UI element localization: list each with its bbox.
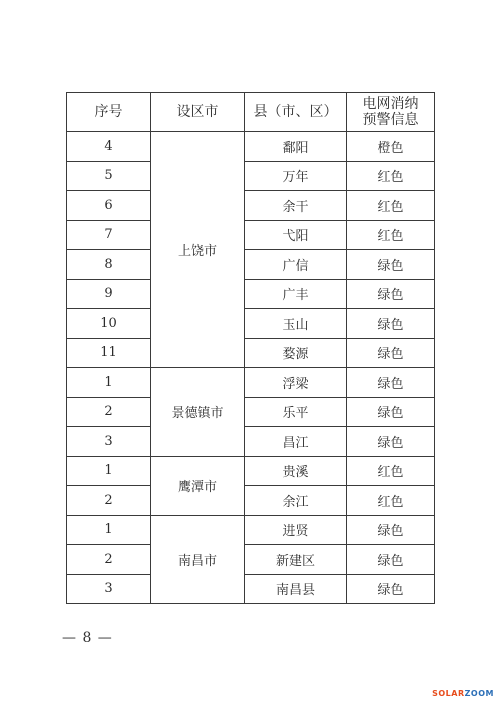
cell-city: 景德镇市: [151, 368, 245, 457]
table-row: [67, 427, 435, 457]
header-warning-line1: 电网消纳: [362, 96, 419, 112]
cell-county: 广信: [245, 250, 347, 280]
table-row: [67, 279, 435, 309]
cell-county: 余干: [245, 191, 347, 221]
cell-warning: 绿色: [347, 427, 435, 457]
header-warning: [347, 93, 435, 132]
cell-county: 玉山: [245, 309, 347, 339]
table-row: [67, 545, 435, 575]
cell-warning: 橙色: [347, 132, 435, 162]
table-row: [67, 368, 435, 398]
cell-index: 2: [67, 545, 151, 575]
cell-index: 1: [67, 368, 151, 398]
cell-warning: 红色: [347, 161, 435, 191]
table-row: [67, 161, 435, 191]
table-row: [67, 574, 435, 604]
cell-index: 11: [67, 338, 151, 368]
cell-city: 南昌市: [151, 515, 245, 604]
cell-warning: 绿色: [347, 515, 435, 545]
cell-index: 10: [67, 309, 151, 339]
table-header: [67, 93, 435, 132]
table-row: [67, 309, 435, 339]
cell-index: 7: [67, 220, 151, 250]
cell-county: 万年: [245, 161, 347, 191]
header-county: 县（市、区）: [245, 93, 347, 132]
table-row: [67, 515, 435, 545]
watermark-part1: SOLAR: [432, 689, 465, 698]
cell-warning: 绿色: [347, 250, 435, 280]
cell-city: 鹰潭市: [151, 456, 245, 515]
cell-index: 4: [67, 132, 151, 162]
table-row: [67, 250, 435, 280]
cell-county: 浮梁: [245, 368, 347, 398]
cell-county: 进贤: [245, 515, 347, 545]
cell-index: 2: [67, 397, 151, 427]
header-city: 设区市: [151, 93, 245, 132]
cell-warning: 绿色: [347, 279, 435, 309]
cell-county: 贵溪: [245, 456, 347, 486]
cell-county: 弋阳: [245, 220, 347, 250]
watermark-part2: ZOOM: [464, 689, 494, 698]
cell-index: 6: [67, 191, 151, 221]
table-body: [67, 132, 435, 604]
table-row: [67, 132, 435, 162]
cell-warning: 绿色: [347, 368, 435, 398]
cell-index: 3: [67, 427, 151, 457]
cell-county: 乐平: [245, 397, 347, 427]
cell-warning: 绿色: [347, 574, 435, 604]
cell-index: 1: [67, 456, 151, 486]
header-index: 序号: [67, 93, 151, 132]
cell-county: 新建区: [245, 545, 347, 575]
cell-warning: 红色: [347, 220, 435, 250]
cell-index: 9: [67, 279, 151, 309]
table-row: [67, 456, 435, 486]
cell-warning: 绿色: [347, 309, 435, 339]
cell-warning: 红色: [347, 456, 435, 486]
cell-county: 鄱阳: [245, 132, 347, 162]
cell-index: 2: [67, 486, 151, 516]
cell-county: 广丰: [245, 279, 347, 309]
cell-warning: 红色: [347, 191, 435, 221]
table-row: [67, 191, 435, 221]
cell-county: 昌江: [245, 427, 347, 457]
header-row: [67, 93, 435, 132]
cell-index: 1: [67, 515, 151, 545]
warning-table: [66, 92, 435, 604]
cell-county: 婺源: [245, 338, 347, 368]
header-warning-line2: 预警信息: [362, 112, 419, 128]
cell-warning: 绿色: [347, 397, 435, 427]
cell-index: 3: [67, 574, 151, 604]
watermark-logo: [432, 689, 494, 698]
cell-city: 上饶市: [151, 132, 245, 368]
table-row: [67, 397, 435, 427]
page-number: — 8 —: [62, 630, 113, 646]
cell-index: 5: [67, 161, 151, 191]
table-row: [67, 220, 435, 250]
cell-index: 8: [67, 250, 151, 280]
table-row: [67, 486, 435, 516]
table-row: [67, 338, 435, 368]
cell-warning: 绿色: [347, 338, 435, 368]
cell-warning: 绿色: [347, 545, 435, 575]
cell-county: 南昌县: [245, 574, 347, 604]
cell-warning: 红色: [347, 486, 435, 516]
cell-county: 余江: [245, 486, 347, 516]
